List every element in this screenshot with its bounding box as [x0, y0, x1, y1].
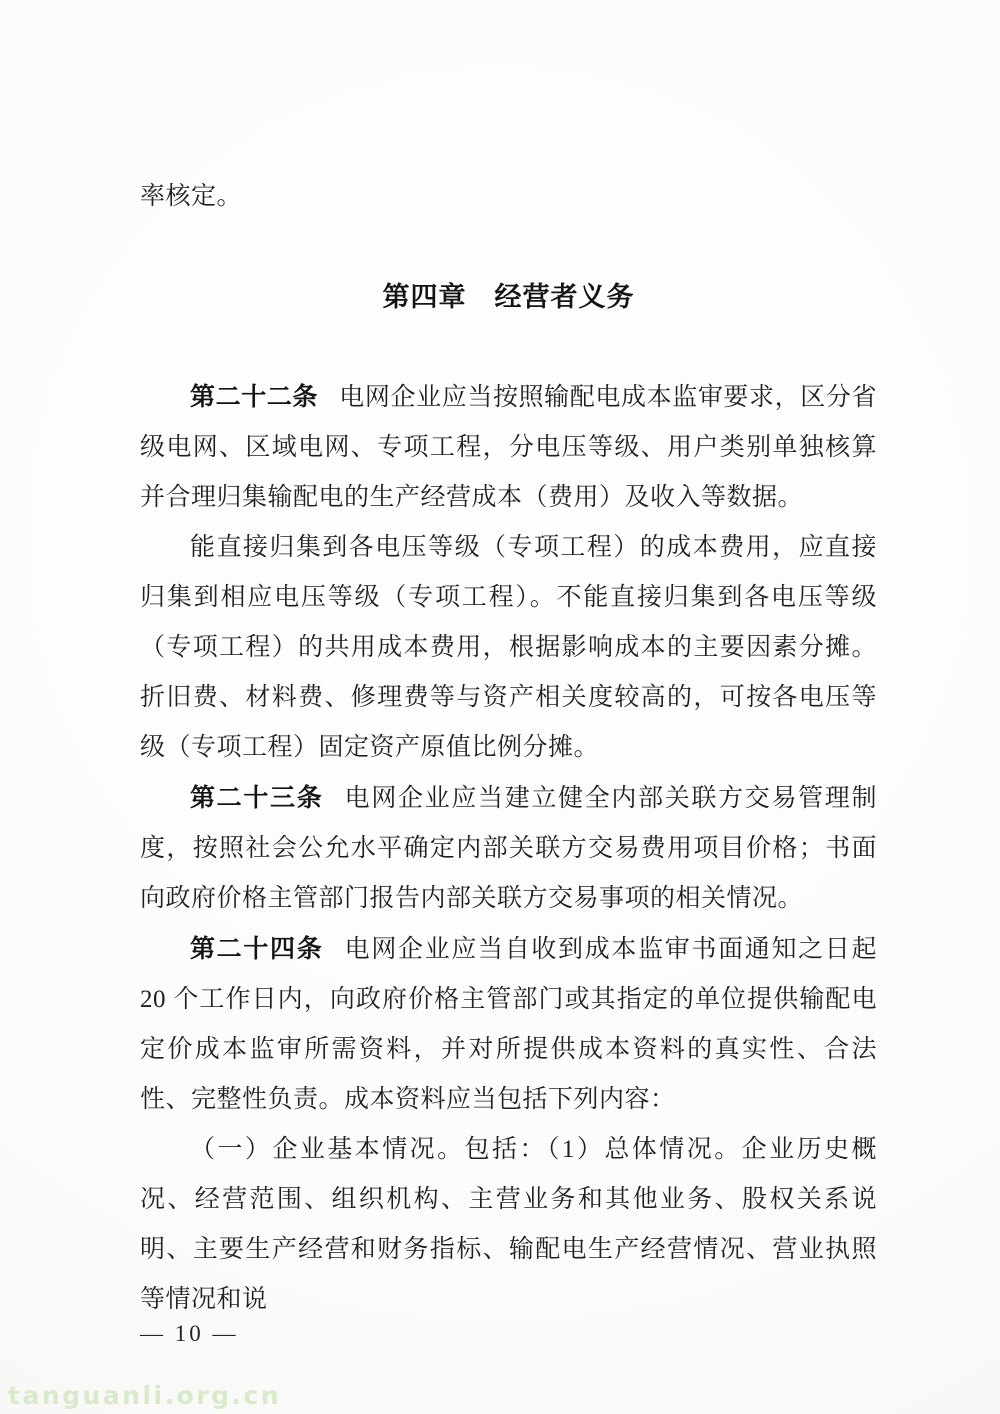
article-23-number: 第二十三条 — [190, 784, 324, 812]
paragraph-cost-allocation — [140, 523, 877, 773]
chapter-heading: 第四章 经营者义务 — [382, 282, 635, 312]
paragraph-text: 能直接归集到各电压等级（专项工程）的成本费用，应直接归集到相应电压等级（专项工程）。不能直接归集到各电压等级（专项工程）的共用成本费用，根据影响成本的主要因素分摊。折旧费、材料费、修理费等与资产相关度较高的，可按各电压等级（专项工程）固定资产原值比例分摊。 — [140, 534, 877, 761]
page-content — [140, 0, 877, 1347]
article-22-number: 第二十二条 — [190, 383, 319, 411]
article-24-number: 第二十四条 — [190, 935, 324, 963]
paragraph-article-22 — [140, 372, 877, 523]
watermark-text: tanguanli.org.cn — [8, 1381, 282, 1410]
paragraph-text: 电网企业应当自收到成本监审书面通知之日起 20 个工作日内，向政府价格主管部门或其指定的单位提供输配电定价成本监审所需资料，并对所提供成本资料的真实性、合法性、完整性负责。成本资料应当包括下列内容： — [140, 936, 877, 1113]
paragraph-text: 电网企业应当建立健全内部关联方交易管理制度，按照社会公允水平确定内部关联方交易费用项目价格；书面向政府价格主管部门报告内部关联方交易事项的相关情况。 — [140, 785, 877, 912]
continuation-text: 率核定。 — [140, 183, 243, 210]
paragraph-item-one — [140, 1125, 877, 1325]
paragraph-text: （一）企业基本情况。包括：（1）总体情况。企业历史概况、经营范围、组织机构、主营业务和其他业务、股权关系说明、主要生产经营和财务指标、输配电生产经营情况、营业执照等情况和说 — [140, 1136, 877, 1313]
paragraph-article-24 — [140, 924, 877, 1125]
paragraph-article-23 — [140, 773, 877, 924]
page-number: — 10 — — [140, 1321, 239, 1346]
paragraph-text: 电网企业应当按照输配电成本监审要求，区分省级电网、区域电网、专项工程，分电压等级、用户类别单独核算并合理归集输配电的生产经营成本（费用）及收入等数据。 — [140, 384, 877, 511]
